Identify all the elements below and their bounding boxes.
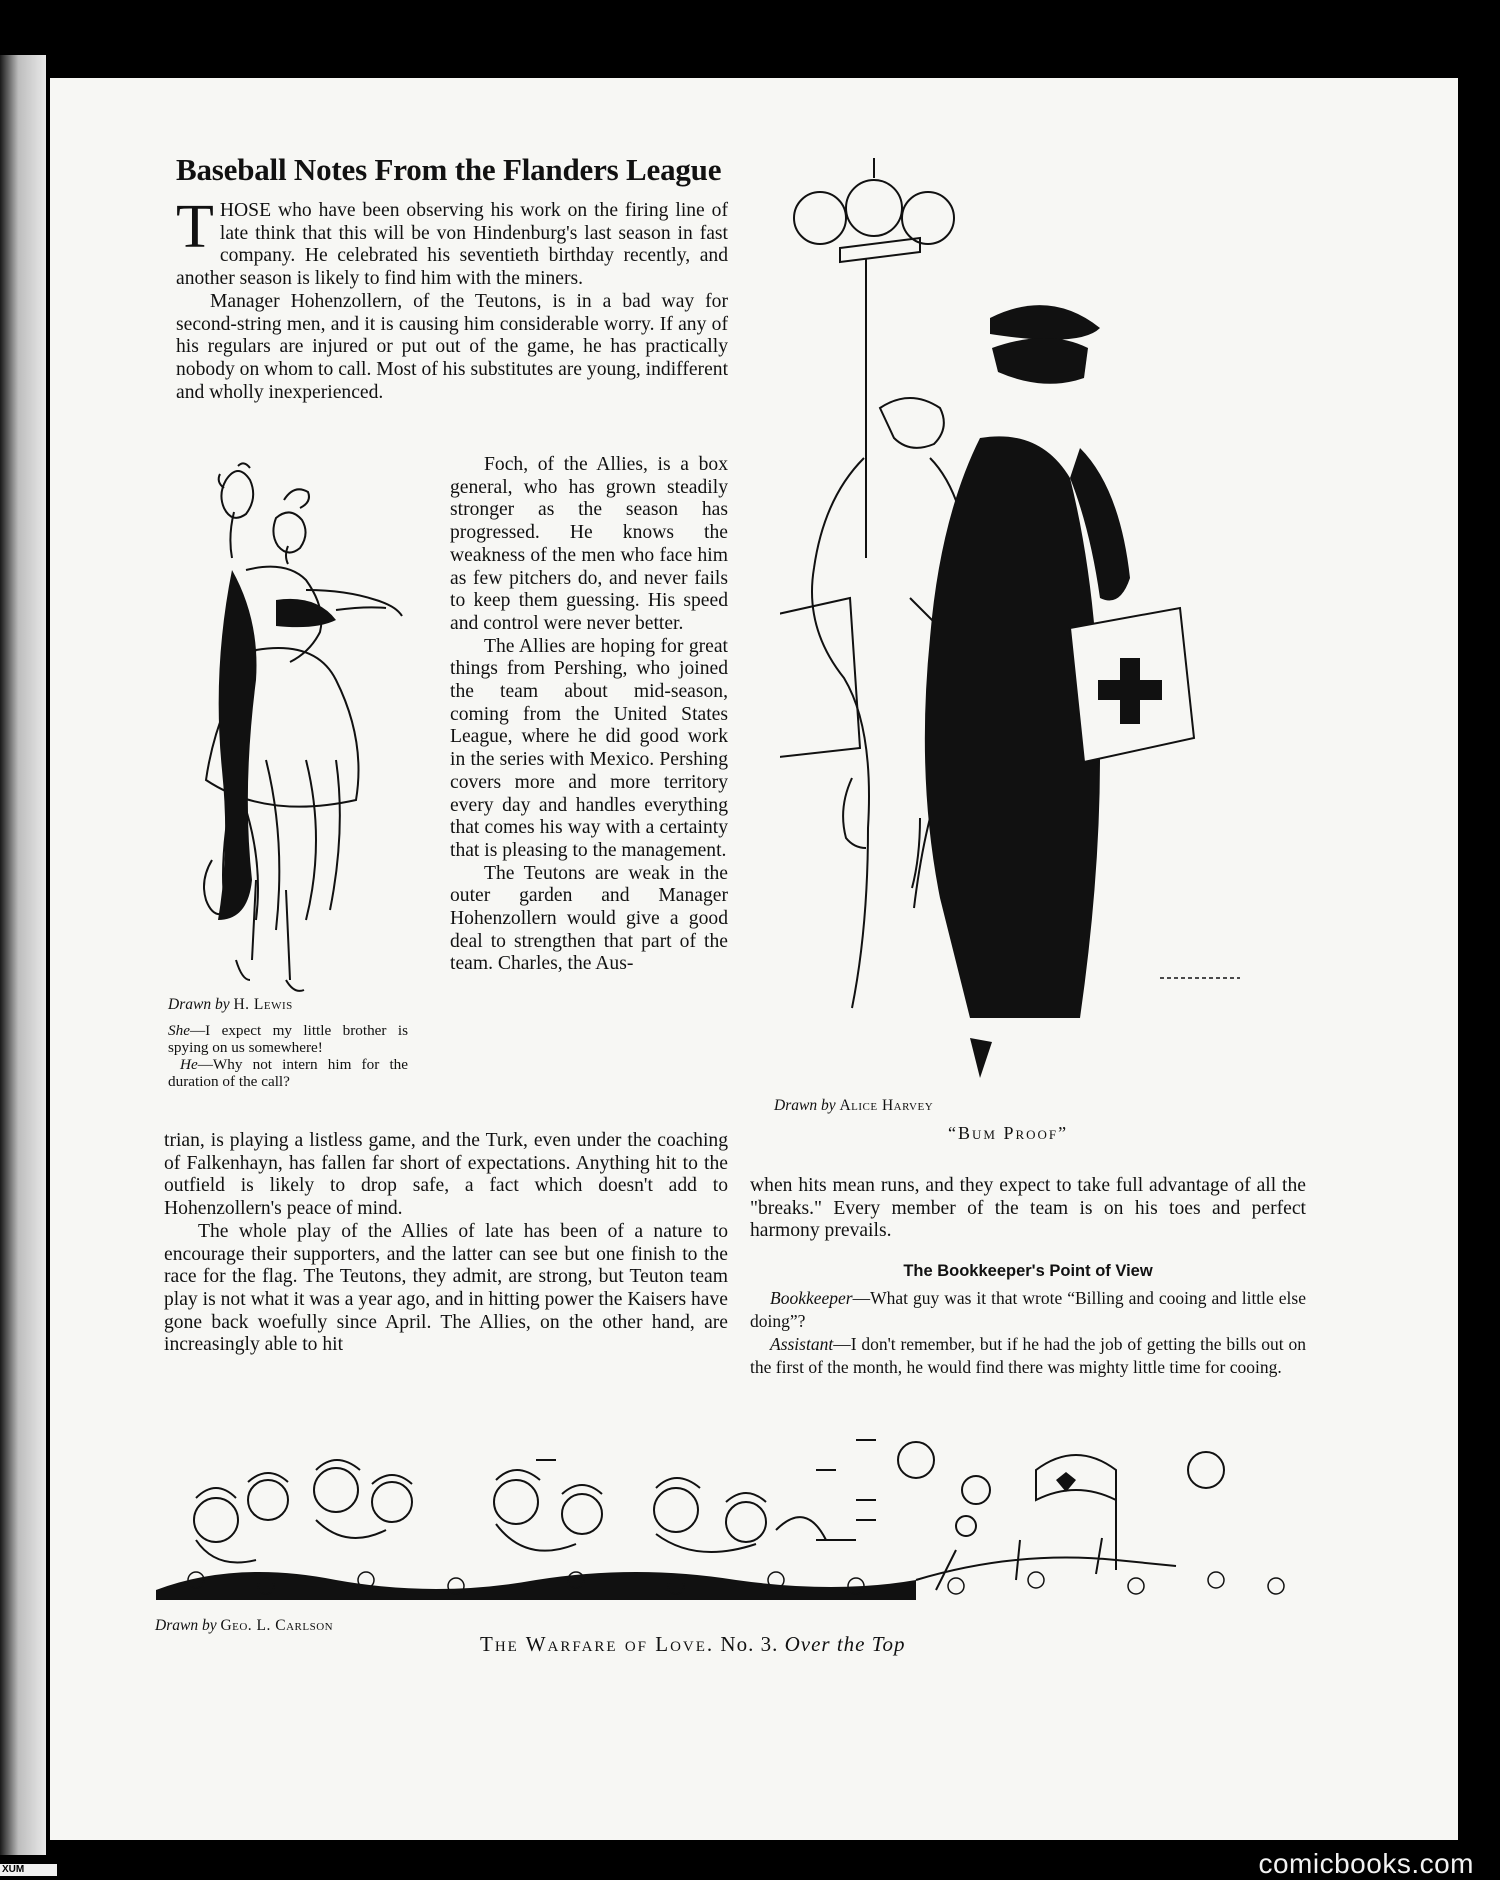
bookkeeper-line-2-text: —I don't remember, but if he had the job of getting the bills out on the first of the month, he would find there was mighty little time for cooing. <box>750 1334 1306 1377</box>
article-bottom-right-column <box>750 1175 1306 1243</box>
lewis-caption <box>168 1022 408 1090</box>
credit-prefix: Drawn by <box>168 996 230 1013</box>
harvey-credit <box>774 1097 933 1115</box>
harvey-illustration <box>780 158 1260 1088</box>
bookkeeper-line-1-text: —What guy was it that wrote “Billing and cooing and little else doing”? <box>750 1288 1306 1331</box>
caption-line-1 <box>168 1022 408 1056</box>
caption-speaker-1: She <box>168 1022 190 1039</box>
strip-number: No. 3. <box>720 1632 779 1656</box>
caption-speaker-2: He <box>180 1056 198 1073</box>
street-scene-drawing <box>780 158 1260 1088</box>
bookkeeper-speaker-2: Assistant <box>770 1334 834 1354</box>
bookkeeper-dialogue <box>750 1287 1306 1379</box>
paragraph-5-cont: trian, is playing a listless game, and the Turk, even under the coaching of Falkenhayn, has fallen far short of expectations. Anything hit to the outfield is likely to drop safe, a fact which doesn't add to Hohenzollern's peace of mind. <box>164 1130 728 1220</box>
cupid-soldiers-strip <box>156 1430 1311 1610</box>
paragraph-6-cont: when hits mean runs, and they expect to take full advantage of all the "breaks." Every member of the team is on his toes and perfect harmony prevails. <box>750 1175 1306 1242</box>
credit-name: Alice Harvey <box>839 1097 934 1114</box>
caption-line-1-text: —I expect my little brother is spying on us somewhere! <box>168 1022 408 1056</box>
lewis-credit <box>168 996 293 1014</box>
paragraph-4: The Allies are hoping for great things from Pershing, who joined the team about mid-season, coming from the United States League, where he did good work in the series with Mexico. Pershing covers more and more territory every day and handles everything that comes his way with a certainty that is pleasing to the management. <box>450 635 728 861</box>
carlson-illustration <box>156 1430 1311 1610</box>
strip-series: The Warfare of Love. <box>480 1632 715 1656</box>
paragraph-1-text: HOSE who have been observing his work on the firing line of late think that this will be von Hindenburg's last season in fast company. He celebrated his seventieth birthday recently, and another season is likely to find him with the miners. <box>176 200 728 290</box>
paragraph-5-start: The Teutons are weak in the outer garden and Manager Hohenzollern would give a good deal to strengthen that part of the team. Charles, the Aus- <box>450 862 728 975</box>
paragraph-2: Manager Hohenzollern, of the Teutons, is in a bad way for second-string men, and it is causing him considerable worry. If any of his regulars are injured or put out of the game, he has practically nobody on whom to call. Most of his substitutes are young, indifferent and wholly inexperienced. <box>176 290 729 403</box>
bookkeeper-line-2 <box>750 1333 1306 1379</box>
watermark: comicbooks.com <box>1258 1848 1474 1879</box>
strip-subtitle: Over the Top <box>784 1632 906 1656</box>
corner-tag: XUM <box>0 1864 57 1876</box>
caption-line-2-text: —Why not intern him for the duration of the call? <box>168 1056 408 1090</box>
couple-drawing <box>176 460 414 1000</box>
credit-prefix: Drawn by <box>774 1097 836 1114</box>
article-narrow-column <box>450 454 728 976</box>
paragraph-6: The whole play of the Allies of late has been of a nature to encourage their supporters, and the latter can see but one finish to the race for the flag. The Teutons, they admit, are strong, but Teuton team play is not what it was a year ago, and in hitting power the Kaisers have gone back woefully since April. The Allies, on the other hand, are increasingly able to hit <box>164 1220 728 1356</box>
article-intro-column <box>176 193 729 404</box>
bookkeeper-heading: The Bookkeeper's Point of View <box>903 1262 1153 1280</box>
carlson-credit <box>155 1617 333 1635</box>
article-bottom-left-column <box>164 1130 728 1357</box>
credit-name: Geo. L. Carlson <box>220 1617 334 1634</box>
paragraph-3: Foch, of the Allies, is a box general, who has grown steadily stronger as the season has progressed. He knows the weakness of the men who face him as few pitchers do, and never fails to keep them guessing. His speed and control were never better. <box>450 454 728 634</box>
paragraph-1 <box>176 193 728 291</box>
credit-name: H. Lewis <box>233 996 293 1013</box>
cartoon-title: “Bum Proof” <box>948 1123 1069 1143</box>
drop-cap: T <box>176 193 214 261</box>
bookkeeper-speaker-1: Bookkeeper <box>770 1288 853 1308</box>
lewis-illustration <box>176 460 414 1000</box>
strip-title <box>480 1632 905 1657</box>
bookkeeper-line-1 <box>750 1287 1306 1333</box>
credit-prefix: Drawn by <box>155 1617 217 1634</box>
article-title: Baseball Notes From the Flanders League <box>176 152 722 187</box>
caption-line-2 <box>168 1056 408 1090</box>
left-page-edge <box>0 55 46 1855</box>
